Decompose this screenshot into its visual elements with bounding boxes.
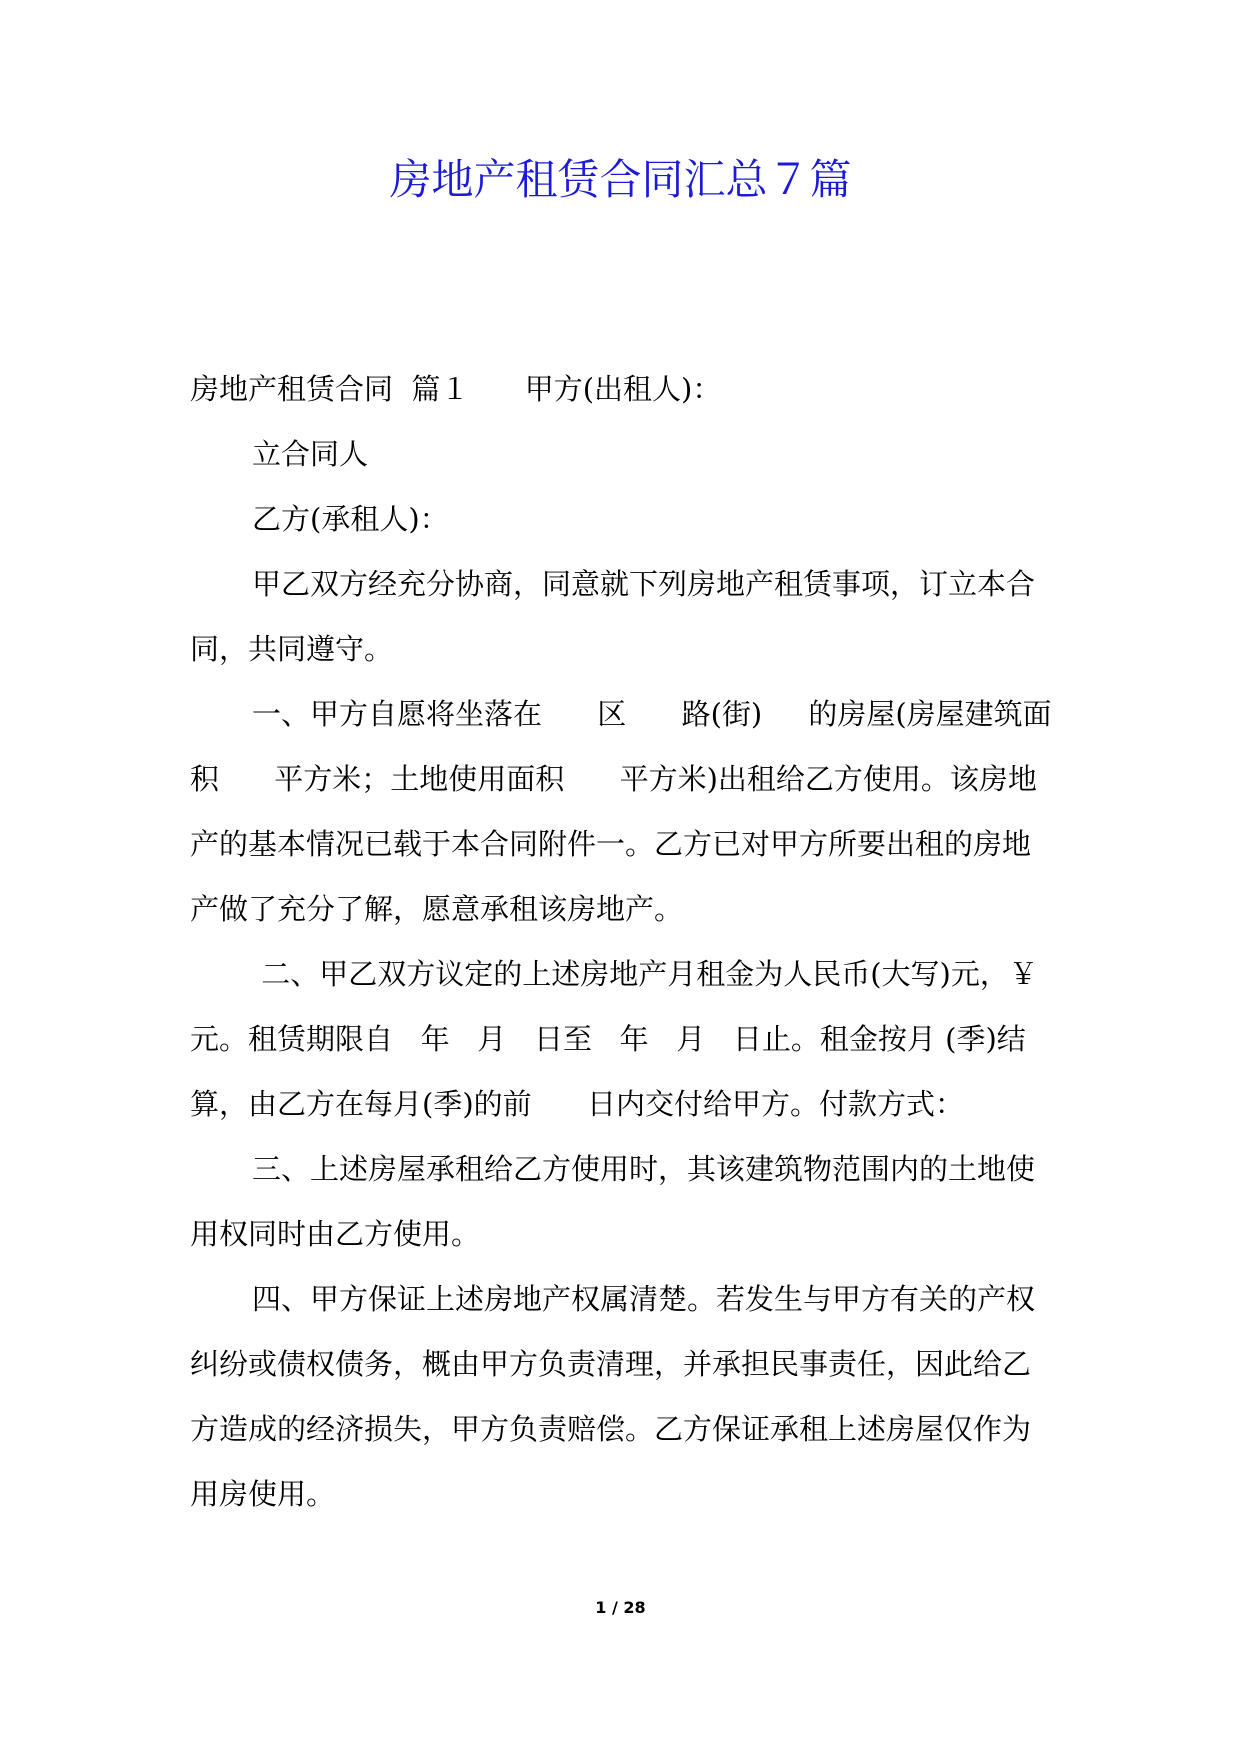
paragraph-clause-2: 二、甲乙双方议定的上述房地产月租金为人民币(大写)元，￥ 元。租赁期限自 年 月 日至 年 月 日止。租金按月 (季)结算，由乙方在每月(季)的前 日内交付给甲方。付款方式： (190, 957, 1075, 1121)
paragraph-contract-party: 立合同人 (252, 437, 369, 471)
paragraph-agreement-intro: 甲乙双方经充分协商，同意就下列房地产租赁事项，订立本合同，共同遵守。 (190, 567, 1036, 666)
document-title: 房地产租赁合同汇总７篇 (389, 155, 852, 204)
paragraph-party-b: 乙方(承租人)： (252, 502, 449, 536)
paragraph-clause-1: 一、甲方自愿将坐落在 区 路(街) 的房屋(房屋建筑面积 平方米；土地使用面积 平方米)出租给乙方使用。该房地产的基本情况已载于本合同附件一。乙方已对甲方所要出租的房地产做了充分了解，愿意承租该房地产。 (190, 697, 1052, 926)
paragraph-heading-line: 房地产租赁合同 篇１ 甲方(出租人)： (190, 372, 722, 406)
paragraph-clause-3: 三、上述房屋承租给乙方使用时，其该建筑物范围内的土地使用权同时由乙方使用。 (190, 1152, 1036, 1251)
page-number: 1 / 28 (595, 1598, 646, 1617)
document-body (190, 357, 1096, 1527)
paragraph-clause-4: 四、甲方保证上述房地产权属清楚。若发生与甲方有关的产权纠纷或债权债务，概由甲方负责清理，并承担民事责任，因此给乙方造成的经济损失，甲方负责赔偿。乙方保证承租上述房屋仅作为 用房使用。 (190, 1282, 1096, 1511)
